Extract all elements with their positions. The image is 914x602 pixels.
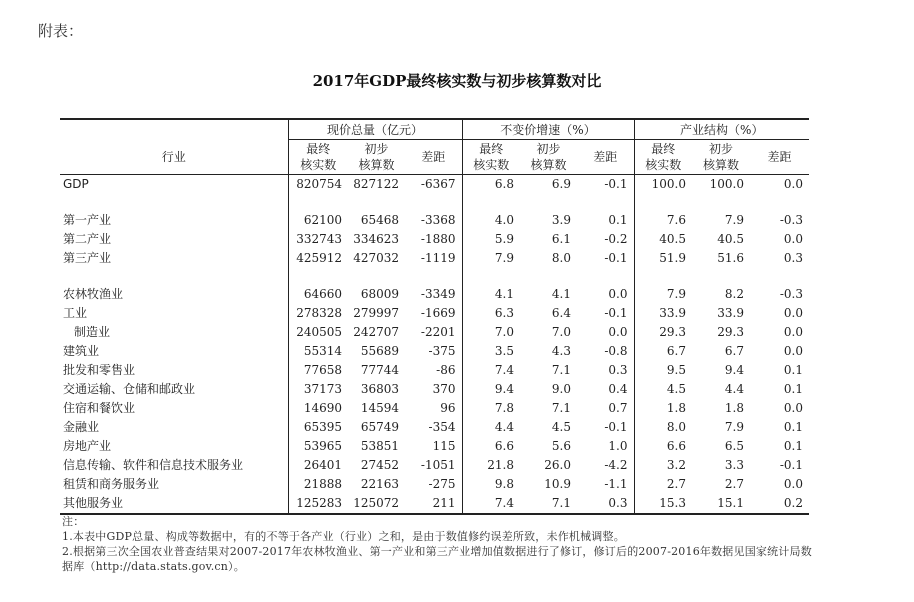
- value-cell: 40.5: [634, 230, 692, 249]
- value-cell: 37173: [288, 380, 348, 399]
- table-row: [60, 230, 809, 249]
- table-row: [60, 456, 809, 475]
- value-cell: 0.0: [783, 477, 803, 491]
- value-cell: 4.5: [551, 420, 571, 434]
- value-cell: 4.4: [724, 382, 744, 396]
- subheader-cell: 差距: [405, 140, 462, 175]
- value-cell: -1880: [420, 232, 456, 246]
- note-1: 1.本表中GDP总量、构成等数据中，有的不等于各产业（行业）之和，是由于数值修约误差所致，未作机械调整。: [62, 530, 625, 543]
- value-cell: -0.3: [779, 287, 803, 301]
- value-cell: 6.1: [551, 232, 571, 246]
- group-header-structure: 产业结构（%）: [634, 119, 809, 140]
- value-cell: 6.7: [724, 344, 744, 358]
- value-cell: 14690: [288, 399, 348, 418]
- value-cell: 65468: [360, 213, 399, 227]
- value-cell: 7.9: [724, 420, 744, 434]
- value-cell: 33.9: [717, 306, 744, 320]
- spacer-cell: [750, 268, 809, 285]
- industry-name: 房地产业: [63, 439, 112, 453]
- value-cell: -1051: [420, 458, 456, 472]
- value-cell: 8.0: [551, 251, 571, 265]
- value-cell: 7.6: [634, 211, 692, 230]
- value-cell: 0.0: [608, 287, 628, 301]
- table-title: 2017年GDP最终核实数与初步核算数对比: [312, 72, 602, 90]
- value-cell: 3.5: [462, 342, 520, 361]
- industry-name: 第一产业: [63, 213, 112, 227]
- value-cell: 7.4: [462, 361, 520, 380]
- value-cell: -275: [428, 477, 456, 491]
- value-cell: 334623: [353, 232, 399, 246]
- value-cell: 6.6: [462, 437, 520, 456]
- value-cell: -0.1: [779, 458, 803, 472]
- value-cell: 9.8: [462, 475, 520, 494]
- value-cell: 7.0: [462, 323, 520, 342]
- spacer-cell: [348, 194, 405, 211]
- spacer-cell: [692, 194, 750, 211]
- value-cell: 4.1: [462, 285, 520, 304]
- value-cell: 1.8: [634, 399, 692, 418]
- value-cell: 6.8: [462, 175, 520, 195]
- industry-name: 工业: [63, 306, 88, 320]
- table-row: [60, 175, 809, 195]
- value-cell: 53851: [360, 439, 399, 453]
- value-cell: 14594: [360, 401, 399, 415]
- spacer-cell: [577, 194, 634, 211]
- spacer-cell: [692, 268, 750, 285]
- value-cell: -6367: [420, 177, 456, 191]
- value-cell: 51.6: [717, 251, 744, 265]
- value-cell: 33.9: [634, 304, 692, 323]
- value-cell: 6.3: [462, 304, 520, 323]
- value-cell: 8.2: [724, 287, 744, 301]
- value-cell: 242707: [353, 325, 399, 339]
- industry-name: 建筑业: [63, 344, 100, 358]
- value-cell: 27452: [360, 458, 399, 472]
- industry-name: 第三产业: [63, 251, 112, 265]
- value-cell: 115: [432, 439, 456, 453]
- value-cell: 53965: [288, 437, 348, 456]
- table-row: [60, 380, 809, 399]
- value-cell: -86: [436, 363, 456, 377]
- spacer-cell: [60, 268, 288, 285]
- industry-name: 批发和零售业: [63, 363, 136, 377]
- note-2: 2.根据第三次全国农业普查结果对2007-2017年农林牧渔业、第一产业和第三产业增加值数据进行了修订，修订后的2007-2016年数据见国家统计局数据库（http://data.stats.gov.cn）。: [62, 545, 812, 573]
- value-cell: 7.8: [462, 399, 520, 418]
- spacer-cell: [520, 194, 577, 211]
- value-cell: 7.1: [551, 401, 571, 415]
- value-cell: 0.1: [608, 213, 628, 227]
- header-row-groups: [60, 119, 809, 140]
- value-cell: 9.0: [551, 382, 571, 396]
- value-cell: 8.0: [634, 418, 692, 437]
- value-cell: -0.3: [779, 213, 803, 227]
- value-cell: 5.6: [551, 439, 571, 453]
- value-cell: -0.8: [604, 344, 628, 358]
- value-cell: 0.0: [783, 177, 803, 191]
- value-cell: -0.1: [604, 251, 628, 265]
- value-cell: 0.3: [577, 494, 634, 514]
- table-row: [60, 494, 809, 514]
- value-cell: 10.9: [544, 477, 571, 491]
- value-cell: 0.0: [783, 344, 803, 358]
- value-cell: 279997: [353, 306, 399, 320]
- value-cell: 6.5: [724, 439, 744, 453]
- spacer-cell: [577, 268, 634, 285]
- value-cell: -1119: [420, 251, 456, 265]
- value-cell: 9.4: [462, 380, 520, 399]
- spacer-cell: [405, 194, 462, 211]
- value-cell: 3.3: [724, 458, 744, 472]
- table-row: [60, 399, 809, 418]
- spacer-cell: [348, 268, 405, 285]
- value-cell: -3368: [420, 213, 456, 227]
- value-cell: -1669: [420, 306, 456, 320]
- industry-header: 行业: [60, 119, 288, 175]
- table-row: [60, 418, 809, 437]
- value-cell: 6.4: [551, 306, 571, 320]
- value-cell: 0.1: [783, 363, 803, 377]
- value-cell: -2201: [420, 325, 456, 339]
- industry-name: 信息传输、软件和信息技术服务业: [63, 458, 244, 472]
- value-cell: 26.0: [544, 458, 571, 472]
- value-cell: 370: [432, 382, 456, 396]
- industry-name: 交通运输、仓储和邮政业: [63, 382, 196, 396]
- spacer-cell: [60, 194, 288, 211]
- industry-name: 住宿和餐饮业: [63, 401, 136, 415]
- value-cell: 6.7: [634, 342, 692, 361]
- value-cell: 4.5: [634, 380, 692, 399]
- value-cell: -3349: [420, 287, 456, 301]
- value-cell: 4.3: [551, 344, 571, 358]
- table-row: [60, 361, 809, 380]
- gdp-comparison-table: [60, 118, 809, 515]
- value-cell: 7.1: [551, 363, 571, 377]
- value-cell: -375: [428, 344, 456, 358]
- value-cell: 3.2: [634, 456, 692, 475]
- value-cell: 7.1: [520, 494, 577, 514]
- spacer-cell: [405, 268, 462, 285]
- table-row: [60, 304, 809, 323]
- value-cell: 0.4: [608, 382, 628, 396]
- value-cell: 0.7: [608, 401, 628, 415]
- value-cell: 9.5: [634, 361, 692, 380]
- industry-name: 农林牧渔业: [63, 287, 124, 301]
- value-cell: 4.0: [462, 211, 520, 230]
- subheader-cell: 差距: [577, 140, 634, 175]
- value-cell: -0.1: [604, 177, 628, 191]
- subheader-cell: 最终 核实数: [634, 140, 692, 175]
- value-cell: 7.9: [724, 213, 744, 227]
- value-cell: 77658: [288, 361, 348, 380]
- value-cell: -4.2: [604, 458, 628, 472]
- industry-name: 其他服务业: [60, 494, 288, 514]
- spacer-cell: [520, 268, 577, 285]
- value-cell: 6.6: [634, 437, 692, 456]
- industry-name: GDP: [63, 177, 89, 191]
- value-cell: 29.3: [717, 325, 744, 339]
- value-cell: 0.0: [783, 401, 803, 415]
- value-cell: 0.0: [608, 325, 628, 339]
- value-cell: 51.9: [634, 249, 692, 268]
- subheader-cell: 最终 核实数: [288, 140, 348, 175]
- value-cell: -354: [428, 420, 456, 434]
- spacer-cell: [288, 268, 348, 285]
- value-cell: 100.0: [709, 177, 744, 191]
- value-cell: 0.1: [783, 420, 803, 434]
- subheader-cell: 差距: [750, 140, 809, 175]
- value-cell: 15.3: [634, 494, 692, 514]
- value-cell: -0.1: [604, 420, 628, 434]
- value-cell: -0.1: [604, 306, 628, 320]
- table-row: [60, 211, 809, 230]
- value-cell: 211: [405, 494, 462, 514]
- value-cell: 36803: [360, 382, 399, 396]
- value-cell: 427032: [353, 251, 399, 265]
- value-cell: 0.3: [608, 363, 628, 377]
- value-cell: 425912: [288, 249, 348, 268]
- value-cell: 125283: [288, 494, 348, 514]
- spacer-cell: [634, 268, 692, 285]
- value-cell: 9.4: [724, 363, 744, 377]
- value-cell: 240505: [288, 323, 348, 342]
- spacer-row: [60, 194, 809, 211]
- table-row: [60, 475, 809, 494]
- value-cell: 7.0: [551, 325, 571, 339]
- value-cell: 0.2: [750, 494, 809, 514]
- page-prefix: 附表：: [38, 22, 84, 40]
- value-cell: 2.7: [634, 475, 692, 494]
- table-row: [60, 249, 809, 268]
- value-cell: 15.1: [692, 494, 750, 514]
- value-cell: 100.0: [634, 175, 692, 195]
- value-cell: 7.9: [634, 285, 692, 304]
- value-cell: 29.3: [634, 323, 692, 342]
- value-cell: 827122: [353, 177, 399, 191]
- industry-name: 第二产业: [63, 232, 112, 246]
- value-cell: 7.4: [462, 494, 520, 514]
- value-cell: 125072: [348, 494, 405, 514]
- value-cell: 77744: [360, 363, 399, 377]
- value-cell: 0.0: [783, 232, 803, 246]
- value-cell: 0.1: [783, 439, 803, 453]
- value-cell: 65395: [288, 418, 348, 437]
- value-cell: 3.9: [551, 213, 571, 227]
- value-cell: 62100: [288, 211, 348, 230]
- value-cell: 2.7: [724, 477, 744, 491]
- value-cell: 65749: [360, 420, 399, 434]
- value-cell: 96: [440, 401, 456, 415]
- table-row: [60, 342, 809, 361]
- group-header-nominal: 现价总量（亿元）: [288, 119, 462, 140]
- value-cell: 6.9: [551, 177, 571, 191]
- value-cell: 0.1: [783, 382, 803, 396]
- value-cell: 21888: [288, 475, 348, 494]
- spacer-cell: [462, 268, 520, 285]
- table-row: [60, 437, 809, 456]
- value-cell: 0.0: [783, 325, 803, 339]
- industry-name: 制造业: [74, 325, 111, 339]
- value-cell: 1.8: [724, 401, 744, 415]
- subheader-cell: 初步 核算数: [692, 140, 750, 175]
- notes-label: 注：: [62, 515, 85, 528]
- value-cell: 820754: [288, 175, 348, 195]
- value-cell: 21.8: [462, 456, 520, 475]
- value-cell: 1.0: [608, 439, 628, 453]
- subheader-cell: 初步 核算数: [348, 140, 405, 175]
- value-cell: 64660: [288, 285, 348, 304]
- table-row: [60, 323, 809, 342]
- value-cell: 4.1: [551, 287, 571, 301]
- value-cell: 40.5: [717, 232, 744, 246]
- table-row: [60, 285, 809, 304]
- value-cell: 22163: [360, 477, 399, 491]
- subheader-cell: 最终 核实数: [462, 140, 520, 175]
- value-cell: 7.9: [462, 249, 520, 268]
- group-header-growth: 不变价增速（%）: [462, 119, 634, 140]
- industry-name: 租赁和商务服务业: [63, 477, 160, 491]
- value-cell: 278328: [288, 304, 348, 323]
- value-cell: 26401: [288, 456, 348, 475]
- value-cell: 4.4: [462, 418, 520, 437]
- value-cell: 5.9: [462, 230, 520, 249]
- value-cell: 55314: [288, 342, 348, 361]
- notes: [62, 514, 822, 574]
- spacer-row: [60, 268, 809, 285]
- value-cell: 0.0: [783, 306, 803, 320]
- value-cell: 332743: [288, 230, 348, 249]
- value-cell: 55689: [360, 344, 399, 358]
- spacer-cell: [634, 194, 692, 211]
- spacer-cell: [288, 194, 348, 211]
- value-cell: 0.3: [783, 251, 803, 265]
- value-cell: -1.1: [604, 477, 628, 491]
- subheader-cell: 初步 核算数: [520, 140, 577, 175]
- industry-name: 金融业: [63, 420, 100, 434]
- value-cell: -0.2: [604, 232, 628, 246]
- value-cell: 68009: [360, 287, 399, 301]
- spacer-cell: [462, 194, 520, 211]
- spacer-cell: [750, 194, 809, 211]
